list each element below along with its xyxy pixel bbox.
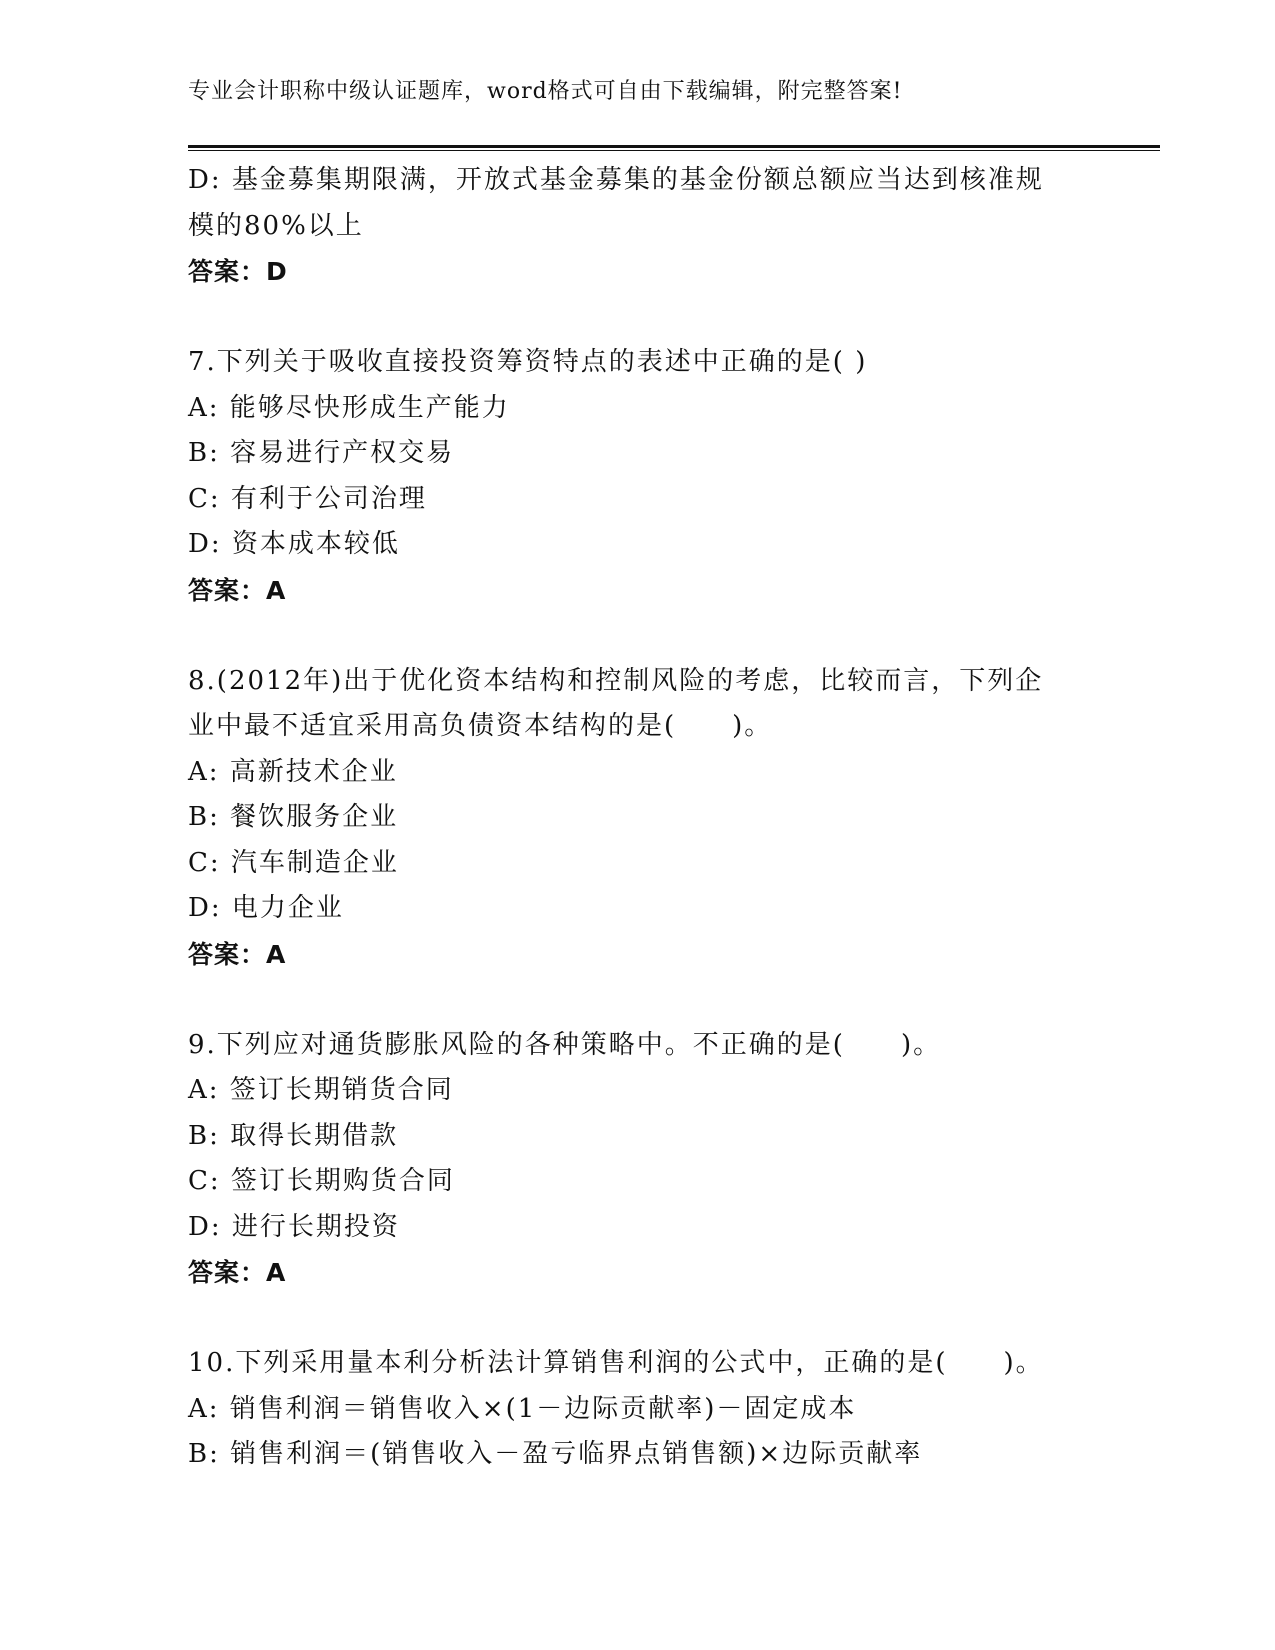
answer-line: 答案：D xyxy=(188,257,288,286)
option-a: A: 高新技术企业 xyxy=(188,756,398,787)
answer-line: 答案：A xyxy=(188,575,287,605)
spacer xyxy=(188,977,1088,1023)
question-stem: 10.下列采用量本利分析法计算销售利润的公式中，正确的是( )。 xyxy=(188,1348,1044,1378)
option-c: C: 签订长期购货合同 xyxy=(188,1166,455,1196)
option-b: B: 容易进行产权交易 xyxy=(188,438,455,468)
option-d-continued: 模的80%以上 xyxy=(188,210,364,241)
option-c: C: 有利于公司治理 xyxy=(188,483,427,514)
option-d: D: 进行长期投资 xyxy=(188,1211,400,1242)
spacer xyxy=(188,295,1088,341)
option-d: D: 资本成本较低 xyxy=(188,529,400,559)
question-stem: 9.下列应对通货膨胀风险的各种策略中。不正确的是( )。 xyxy=(188,1029,942,1060)
spacer xyxy=(188,613,1088,659)
header-divider xyxy=(188,145,1160,151)
option-d: D: 基金募集期限满，开放式基金募集的基金份额总额应当达到核准规 xyxy=(188,165,1044,195)
answer-line: 答案：A xyxy=(188,939,287,969)
question-stem: 8.(2012年)出于优化资本结构和控制风险的考虑，比较而言，下列企 xyxy=(188,665,1044,696)
spacer xyxy=(188,1296,1088,1342)
option-a: A: 签订长期销货合同 xyxy=(188,1075,454,1105)
document-header-note: 专业会计职称中级认证题库，word格式可自由下载编辑，附完整答案! xyxy=(188,79,903,104)
option-c: C: 汽车制造企业 xyxy=(188,847,399,878)
option-b: B: 取得长期借款 xyxy=(188,1120,399,1151)
option-a: A: 销售利润＝销售收入×(1－边际贡献率)－固定成本 xyxy=(188,1393,857,1424)
option-b: B: 餐饮服务企业 xyxy=(188,802,399,832)
option-d: D: 电力企业 xyxy=(188,893,344,923)
question-stem-continued: 业中最不适宜采用高负债资本结构的是( )。 xyxy=(188,711,773,741)
question-list xyxy=(188,158,1088,1478)
option-a: A: 能够尽快形成生产能力 xyxy=(188,392,510,423)
answer-line: 答案：A xyxy=(188,1258,287,1287)
question-stem: 7.下列关于吸收直接投资筹资特点的表述中正确的是( ) xyxy=(188,347,868,377)
option-b: B: 销售利润＝(销售收入－盈亏临界点销售额)×边际贡献率 xyxy=(188,1439,923,1469)
